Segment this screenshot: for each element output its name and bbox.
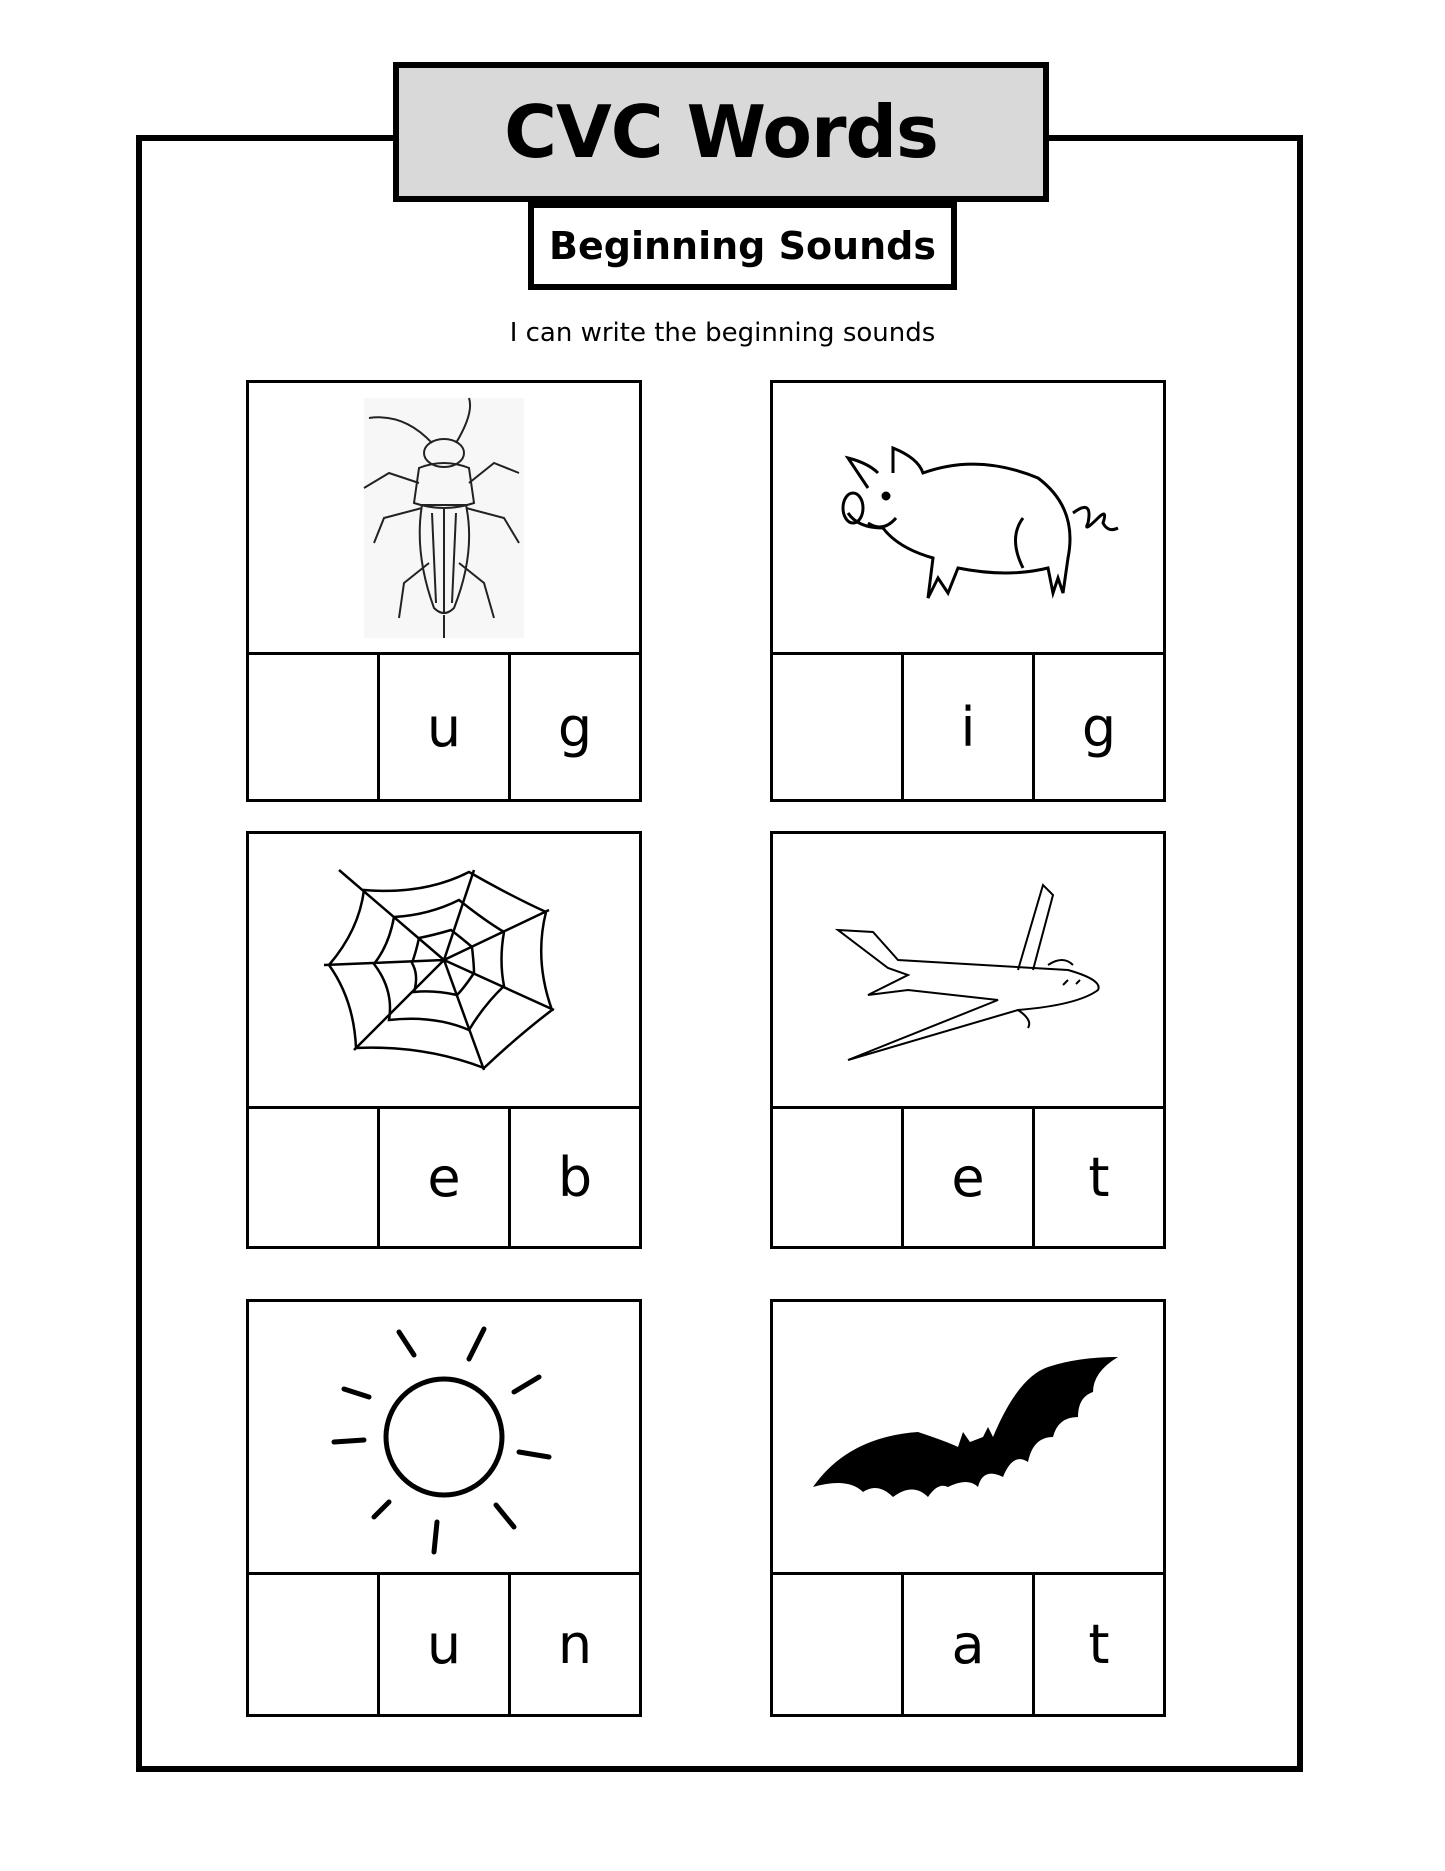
picture-area: [773, 1302, 1163, 1575]
page-title: CVC Words: [393, 62, 1049, 202]
letter-boxes: [249, 655, 639, 799]
letter-box: g: [557, 695, 593, 759]
letter-box: t: [1088, 1613, 1110, 1676]
picture-area: [249, 1302, 639, 1575]
jet-plane-icon: [818, 870, 1118, 1070]
beetle-icon: [344, 393, 544, 643]
spider-web-icon: [324, 860, 564, 1080]
letter-box: e: [904, 1109, 1035, 1246]
word-card-jet: [770, 831, 1166, 1249]
picture-area: [773, 383, 1163, 655]
picture-area: [249, 383, 639, 655]
letter-boxes: [773, 1109, 1163, 1246]
pig-icon: [808, 418, 1128, 618]
letter-box-blank[interactable]: [249, 1575, 380, 1714]
letter-box: u: [380, 1575, 511, 1714]
letter-boxes: [773, 655, 1163, 799]
letter-box: t: [1088, 1146, 1110, 1209]
letter-boxes: [249, 1109, 639, 1246]
letter-box-blank[interactable]: [249, 655, 380, 799]
letter-box: u: [380, 655, 511, 799]
letter-boxes: [773, 1575, 1163, 1714]
letter-box-blank[interactable]: [249, 1109, 380, 1246]
letter-box-blank[interactable]: [773, 655, 904, 799]
letter-box: a: [904, 1575, 1035, 1714]
letter-box: g: [1081, 695, 1117, 759]
picture-area: [249, 834, 639, 1109]
page-subtitle: Beginning Sounds: [528, 202, 957, 290]
instruction-text: I can write the beginning sounds: [509, 318, 936, 348]
picture-area: [773, 834, 1163, 1109]
letter-box: n: [557, 1613, 593, 1676]
letter-box: b: [557, 1146, 593, 1209]
word-card-bug: [246, 380, 642, 802]
bat-icon: [808, 1337, 1128, 1537]
word-card-sun: [246, 1299, 642, 1717]
word-card-web: [246, 831, 642, 1249]
letter-box: i: [904, 655, 1035, 799]
letter-box: e: [380, 1109, 511, 1246]
word-card-pig: [770, 380, 1166, 802]
sun-icon: [324, 1317, 564, 1557]
letter-boxes: [249, 1575, 639, 1714]
word-card-bat: [770, 1299, 1166, 1717]
letter-box-blank[interactable]: [773, 1575, 904, 1714]
letter-box-blank[interactable]: [773, 1109, 904, 1246]
